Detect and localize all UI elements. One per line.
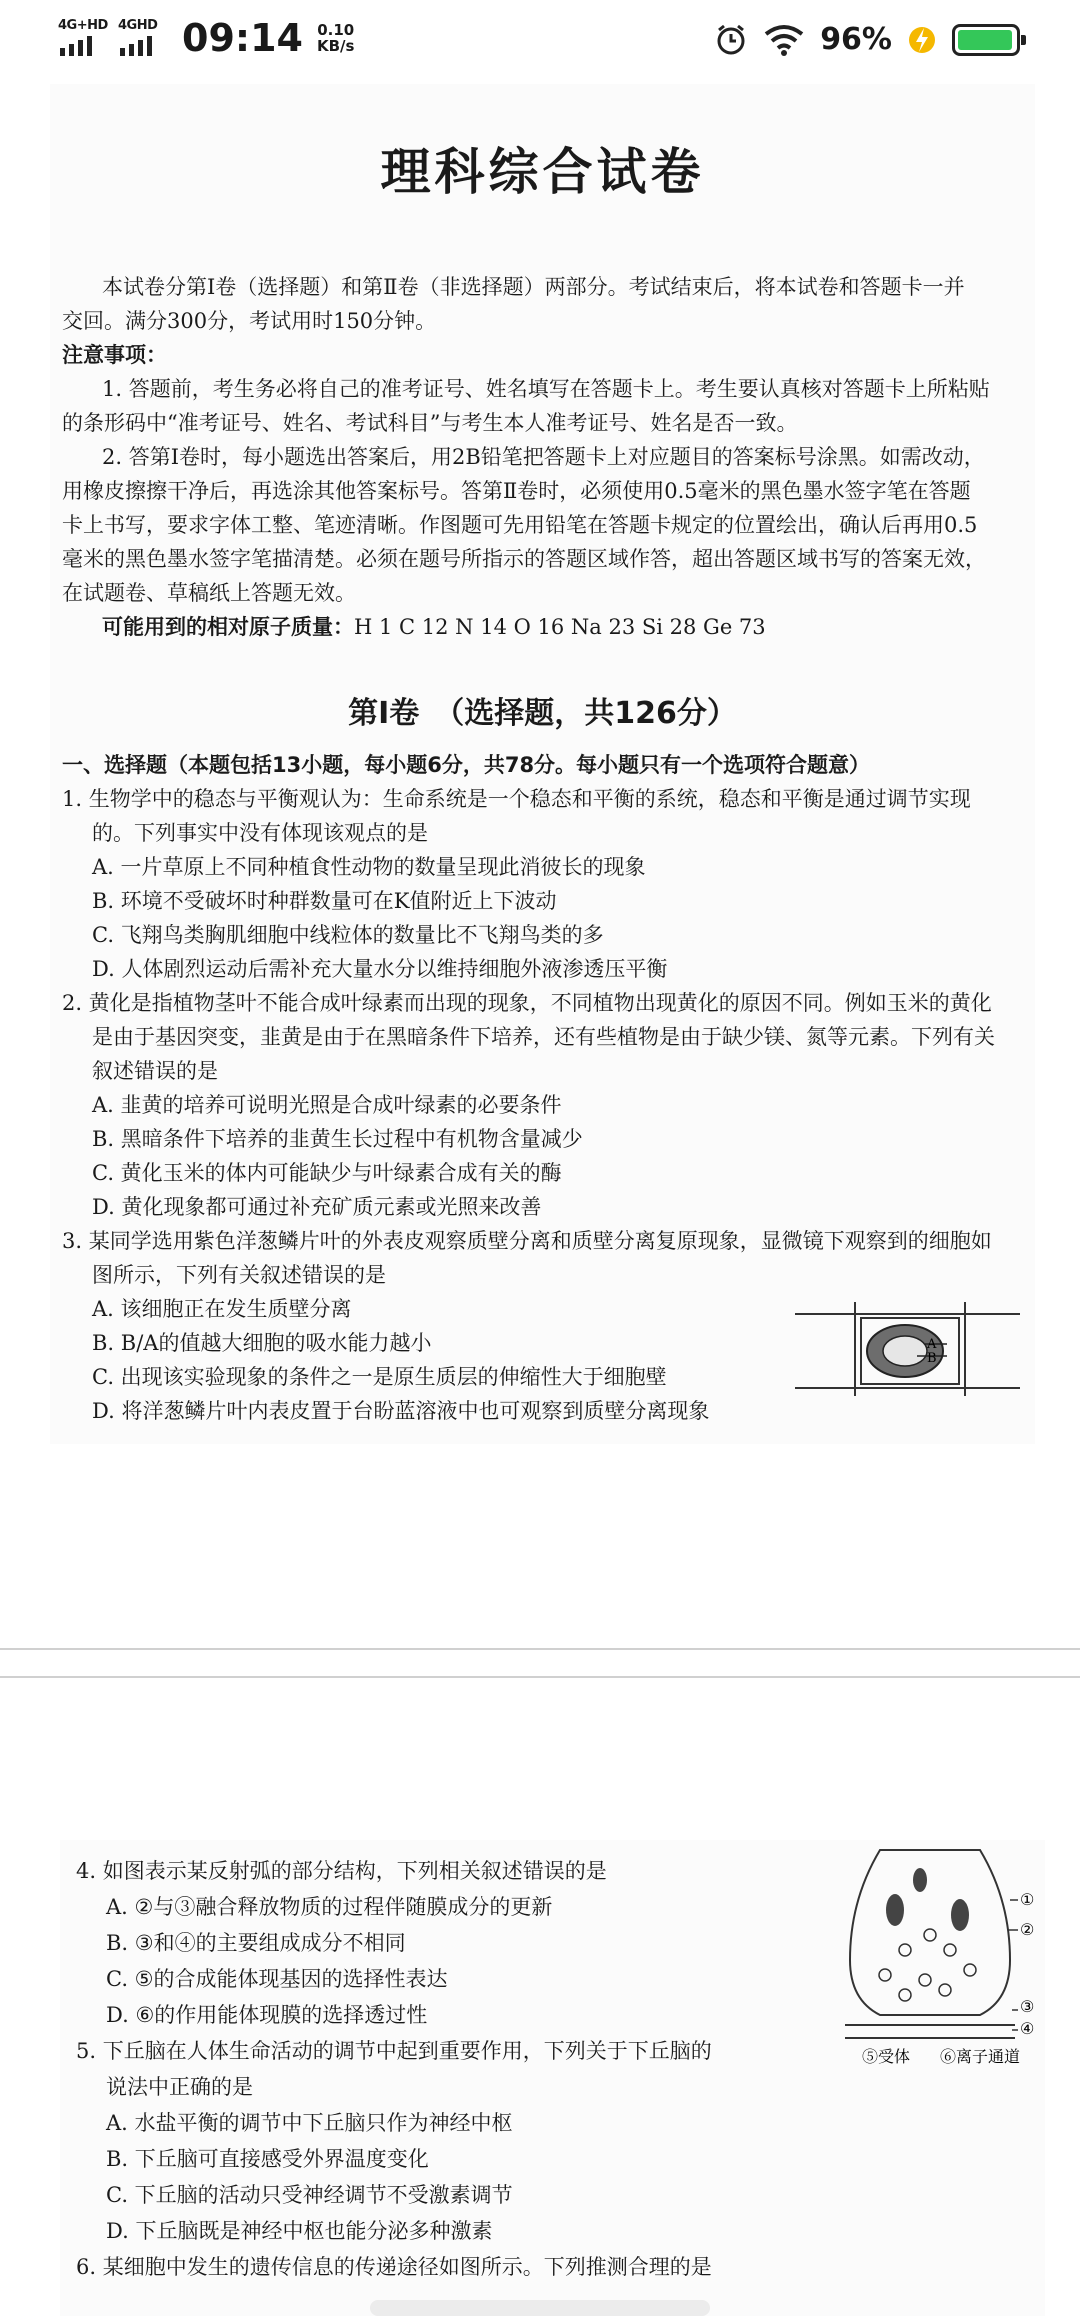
- q1-option-d: D. 人体剧烈运动后需补充大量水分以维持细胞外液渗透压平衡: [92, 957, 668, 981]
- q4-option-b: B. ③和④的主要组成成分不相同: [106, 1931, 406, 1955]
- exam-title: 理科综合试卷: [380, 142, 705, 201]
- status-left: [58, 18, 354, 58]
- atomic-mass-line: [102, 610, 766, 644]
- scroll-indicator[interactable]: [370, 2300, 710, 2316]
- q3-option-b: B. B/A的值越大细胞的吸水能力越小: [92, 1331, 432, 1355]
- speed-unit: KB/s: [316, 37, 355, 55]
- q6-stem-1: 6. 某细胞中发生的遗传信息的传递途径如图所示。下列推测合理的是: [76, 2255, 712, 2279]
- intro-line-2: 交回。满分300分，考试用时150分钟。: [62, 309, 437, 333]
- exam-page-2: [60, 1840, 1045, 2316]
- figure-label-2: ②: [1020, 1920, 1035, 1939]
- figure-label-3: ③: [1020, 1997, 1035, 2016]
- q5-stem-1: 5. 下丘脑在人体生命活动的调节中起到重要作用，下列关于下丘脑的: [76, 2039, 712, 2063]
- sim1-label: 4G+HD: [58, 18, 108, 33]
- notice-line-2: 的条形码中“准考证号、姓名、考试科目”与考生本人准考证号、姓名是否一致。: [62, 411, 798, 435]
- notice-line-5: 卡上书写，要求字体工整、笔迹清晰。作图题可先用铅笔在答题卡规定的位置绘出，确认后再用0.5: [62, 513, 978, 537]
- q2-option-b: B. 黑暗条件下培养的韭黄生长过程中有机物含量减少: [92, 1127, 583, 1151]
- status-right: [714, 22, 1020, 57]
- q1-option-c: C. 飞翔鸟类胸肌细胞中线粒体的数量比不飞翔鸟类的多: [92, 923, 604, 947]
- figure-label-5: ⑤受体: [862, 2047, 911, 2066]
- q5-option-a: A. 水盐平衡的调节中下丘脑只作为神经中枢: [106, 2111, 513, 2135]
- charging-icon: [908, 24, 936, 56]
- network-speed: [317, 22, 354, 54]
- cell-plasmolysis-figure: [795, 1284, 1020, 1414]
- q2-stem-3: 叙述错误的是: [92, 1059, 218, 1083]
- section-title: 第Ⅰ卷 （选择题，共126分）: [348, 696, 737, 731]
- q2-option-d: D. 黄化现象都可通过补充矿质元素或光照来改善: [92, 1195, 542, 1219]
- notice-line-1: 1. 答题前，考生务必将自己的准考证号、姓名填写在答题卡上。考生要认真核对答题卡上所粘贴: [102, 377, 990, 401]
- q5-stem-2: 说法中正确的是: [106, 2075, 253, 2099]
- page-separator: [0, 1648, 1080, 1650]
- notice-line-6: 毫米的黑色墨水签字笔描清楚。必须在题号所指示的答题区域作答，超出答题区域书写的答案无效，: [62, 547, 986, 571]
- battery-icon: [952, 24, 1020, 56]
- q3-option-d: D. 将洋葱鳞片叶内表皮置于台盼蓝溶液中也可观察到质壁分离现象: [92, 1399, 710, 1423]
- synapse-figure: [840, 1840, 1040, 2070]
- q1-stem-2: 的。下列事实中没有体现该观点的是: [92, 821, 428, 845]
- q3-stem-1: 3. 某同学选用紫色洋葱鳞片叶的外表皮观察质壁分离和质壁分离复原现象，显微镜下观察到的细胞如: [62, 1229, 992, 1253]
- figure-label-b: B: [927, 1351, 937, 1366]
- sim1-signal-icon: [58, 18, 108, 58]
- notice-line-4: 用橡皮擦擦干净后，再选涂其他答案标号。答第Ⅱ卷时，必须使用0.5毫米的黑色墨水签字笔在答题: [62, 479, 971, 503]
- sim2-signal-icon: [118, 18, 164, 58]
- atomic-mass-values: H 1 C 12 N 14 O 16 Na 23 Si 28 Ge 73: [354, 615, 766, 639]
- atomic-mass-label: 可能用到的相对原子质量：: [102, 615, 354, 639]
- figure-label-4: ④: [1020, 2019, 1035, 2038]
- part-heading: 一、选择题（本题包括13小题，每小题6分，共78分。每小题只有一个选项符合题意）: [62, 753, 871, 777]
- q2-option-a: A. 韭黄的培养可说明光照是合成叶绿素的必要条件: [92, 1093, 562, 1117]
- q2-option-c: C. 黄化玉米的体内可能缺少与叶绿素合成有关的酶: [92, 1161, 562, 1185]
- battery-percent: 96%: [820, 22, 892, 57]
- q5-option-d: D. 下丘脑既是神经中枢也能分泌多种激素: [106, 2219, 493, 2243]
- notice-line-3: 2. 答第Ⅰ卷时，每小题选出答案后，用2B铅笔把答题卡上对应题目的答案标号涂黑。如需改动，: [102, 445, 985, 469]
- q2-stem-1: 2. 黄化是指植物茎叶不能合成叶绿素而出现的现象，不同植物出现黄化的原因不同。例如玉米的黄化: [62, 991, 992, 1015]
- q1-option-b: B. 环境不受破坏时种群数量可在K值附近上下波动: [92, 889, 557, 913]
- speed-value: 0.10: [317, 21, 355, 39]
- q1-stem-1: 1. 生物学中的稳态与平衡观认为：生命系统是一个稳态和平衡的系统，稳态和平衡是通过调节实现: [62, 787, 971, 811]
- exam-page-1: [50, 84, 1035, 1444]
- wifi-icon: [764, 24, 804, 56]
- intro-line-1: 本试卷分第Ⅰ卷（选择题）和第Ⅱ卷（非选择题）两部分。考试结束后，将本试卷和答题卡一并: [102, 275, 965, 299]
- q4-option-a: A. ②与③融合释放物质的过程伴随膜成分的更新: [106, 1895, 553, 1919]
- q5-option-c: C. 下丘脑的活动只受神经调节不受激素调节: [106, 2183, 513, 2207]
- q1-option-a: A. 一片草原上不同种植食性动物的数量呈现此消彼长的现象: [92, 855, 646, 879]
- q4-stem-1: 4. 如图表示某反射弧的部分结构，下列相关叙述错误的是: [76, 1859, 607, 1883]
- figure-label-a: A: [927, 1337, 937, 1352]
- notice-line-7: 在试题卷、草稿纸上答题无效。: [62, 581, 356, 605]
- notice-heading: 注意事项：: [62, 343, 167, 367]
- battery-fill: [958, 30, 1012, 50]
- q3-stem-2: 图所示，下列有关叙述错误的是: [92, 1263, 386, 1287]
- q3-option-a: A. 该细胞正在发生质壁分离: [92, 1297, 352, 1321]
- figure-label-1: ①: [1020, 1890, 1035, 1909]
- clock: 09:14: [182, 16, 303, 60]
- q5-option-b: B. 下丘脑可直接感受外界温度变化: [106, 2147, 429, 2171]
- q4-option-c: C. ⑤的合成能体现基因的选择性表达: [106, 1967, 448, 1991]
- q2-stem-2: 是由于基因突变，韭黄是由于在黑暗条件下培养，还有些植物是由于缺少镁、氮等元素。下列有关: [92, 1025, 995, 1049]
- figure-label-6: ⑥离子通道: [940, 2047, 1021, 2066]
- status-bar: [0, 0, 1080, 84]
- sim2-label: 4GHD: [118, 18, 158, 33]
- alarm-icon: [714, 23, 748, 57]
- q4-option-d: D. ⑥的作用能体现膜的选择透过性: [106, 2003, 428, 2027]
- page-separator-2: [0, 1676, 1080, 1678]
- q3-option-c: C. 出现该实验现象的条件之一是原生质层的伸缩性大于细胞壁: [92, 1365, 667, 1389]
